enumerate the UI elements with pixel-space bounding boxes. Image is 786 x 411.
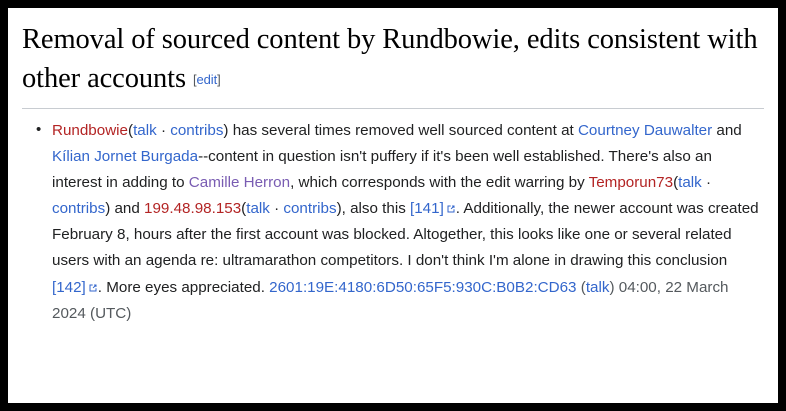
text-segment-2: --content in question isn't puffery if it's been well established. There's also an interest in adding to — [52, 147, 712, 191]
discussion-list — [22, 118, 764, 327]
page-title-text: Removal of sourced content by Rundbowie, edits consistent with other accounts — [22, 24, 758, 95]
paren-open-2: ( — [673, 173, 679, 191]
separator-dot-2: · — [706, 173, 712, 191]
list-item — [52, 118, 764, 327]
article-link-courtney-dauwalter[interactable]: Courtney Dauwalter — [577, 121, 713, 139]
user-talk-link-temporun73[interactable]: talk — [678, 173, 702, 191]
edit-section-link[interactable]: edit — [196, 72, 218, 88]
section-edit-link-group — [193, 72, 221, 87]
page-title — [22, 20, 764, 99]
user-talk-link-ip[interactable]: talk — [246, 200, 270, 218]
text-segment-5: ), also this — [336, 200, 411, 218]
text-and: and — [712, 121, 742, 139]
paren-open-4: ( — [580, 278, 586, 296]
user-link-rundbowie[interactable]: Rundbowie — [52, 121, 128, 139]
article-content-area — [8, 8, 778, 403]
user-contribs-link-ip[interactable]: contribs — [283, 200, 337, 218]
external-link-icon — [446, 204, 456, 214]
user-link-ip-199-48-98-153[interactable]: 199.48.98.153 — [144, 200, 242, 218]
article-link-kilian-jornet-burgada[interactable]: Kílian Jornet Burgada — [52, 147, 199, 165]
edit-bracket-close: ] — [217, 72, 221, 88]
paren-open-3: ( — [241, 200, 247, 218]
paren-open-1: ( — [128, 121, 134, 139]
text-segment-7: . More eyes appreciated. — [97, 278, 270, 296]
external-reference-link-142[interactable]: [142] — [52, 278, 86, 296]
article-link-camille-herron[interactable]: Camille Herron — [188, 173, 291, 191]
separator-dot-1: · — [160, 121, 166, 139]
signature-timestamp: 04:00, 22 March 2024 (UTC) — [52, 278, 729, 322]
signature-talk-link[interactable]: talk — [585, 278, 610, 296]
text-segment-1: ) has several times removed well sourced content at — [223, 121, 578, 139]
paren-close-4: ) — [609, 278, 615, 296]
signature-ip-link[interactable]: 2601:19E:4180:6D50:65F5:930C:B0B2:CD63 — [269, 278, 577, 296]
text-segment-4: ) and — [105, 200, 145, 218]
heading-divider — [22, 108, 764, 109]
text-segment-6: . Additionally, the newer account was created February 8, hours after the first account was blocked. Altogether, this looks like one or several related users with an agenda re: ultramarathon competitors. I don't think I'm alone in drawing this conclusion — [52, 200, 759, 270]
external-link-icon — [88, 283, 98, 293]
text-segment-3: , which corresponds with the edit warring by — [290, 173, 589, 191]
separator-dot-3: · — [274, 200, 280, 218]
user-talk-link-rundbowie[interactable]: talk — [133, 121, 157, 139]
user-link-temporun73[interactable]: Temporun73 — [588, 173, 674, 191]
external-reference-link-141[interactable]: [141] — [410, 200, 444, 218]
user-contribs-link-rundbowie[interactable]: contribs — [170, 121, 224, 139]
edit-bracket-open: [ — [193, 72, 197, 88]
user-contribs-link-temporun73[interactable]: contribs — [52, 200, 106, 218]
